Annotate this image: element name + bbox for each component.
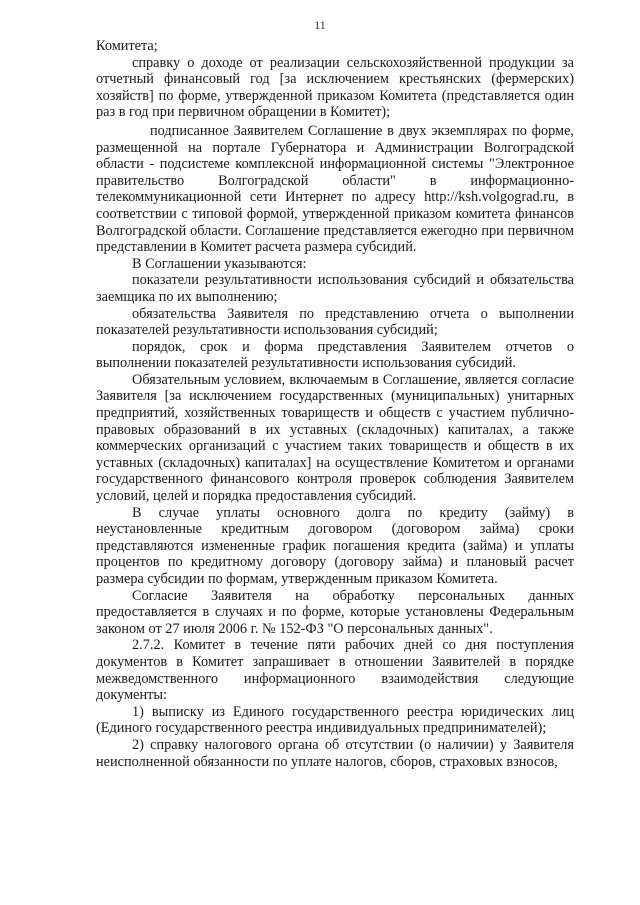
paragraph: справку о доходе от реализации сельскохозяйственной продукции за отчетный финансовый год [за исключением крестьянских (фермерских) хозяйств] по форме, утвержденной приказом Комитета (представляется один раз в год при первичном обращении в Комитет); — [96, 54, 574, 121]
paragraph: Согласие Заявителя на обработку персональных данных предоставляется в случаях и по форме, которые установлены Федеральным законом от 27 июля 2006 г. № 152-ФЗ "О персональных данных". — [96, 587, 574, 637]
paragraph: порядок, срок и форма представления Заявителем отчетов о выполнении показателей результативности использования субсидий. — [96, 338, 574, 372]
paragraph: В случае уплаты основного долга по кредиту (займу) в неустановленные кредитным договором (договором займа) сроки представляются измененные график погашения кредита (займа) и уплаты процентов по кредитному договору (договору займа) и плановый расчет размера субсидии по формам, утвержденным приказом Комитета. — [96, 504, 574, 587]
paragraph: В Соглашении указываются: — [132, 255, 307, 272]
paragraph: Обязательным условием, включаемым в Соглашение, является согласие Заявителя [за исключением государственных (муниципальных) унитарных предприятий, хозяйственных товариществ и обществ с участием публично-правовых образований в их уставных (складочных) капиталах, а также коммерческих организаций с участием таких товариществ и обществ в их уставных (складочных) капиталах] на осуществление Комитетом и органами государственного финансового контроля проверок соблюдения Заявителем условий, целей и порядка предоставления субсидий. — [96, 371, 574, 505]
paragraph: 2.7.2. Комитет в течение пяти рабочих дней со дня поступления документов в Комитет запрашивает в отношении Заявителей в порядке межведомственного информационного взаимодействия следующие документы: — [96, 637, 574, 704]
page-number: 11 — [314, 18, 326, 32]
paragraph: обязательства Заявителя по представлению отчета о выполнении показателей результативности использования субсидий; — [96, 305, 574, 339]
paragraph: 1) выписку из Единого государственного реестра юридических лиц (Единого государственного реестра индивидуальных предпринимателей); — [96, 703, 574, 737]
document-body — [96, 38, 574, 770]
paragraph: 2) справку налогового органа об отсутствии (о наличии) у Заявителя неисполненной обязанности по уплате налогов, сборов, страховых взносов, — [96, 736, 574, 770]
paragraph: Комитета; — [96, 38, 158, 54]
paragraph: показатели результативности использования субсидий и обязательства заемщика по их выполнению; — [96, 272, 574, 305]
paragraph: подписанное Заявителем Соглашение в двух экземплярах по форме, размещенной на портале Губернатора и Администрации Волгоградской области - подсистеме комплексной информационной системы "Электронное правительство Волгоградской области" в информационно-телекоммуникационной сети Интернет по адресу http://ksh.volgograd.ru, в соответствии с типовой формой, утвержденной приказом комитета финансов Волгоградской области. Соглашение представляется ежегодно при первичном представлении в Комитет расчета размера субсидий. — [96, 122, 574, 256]
